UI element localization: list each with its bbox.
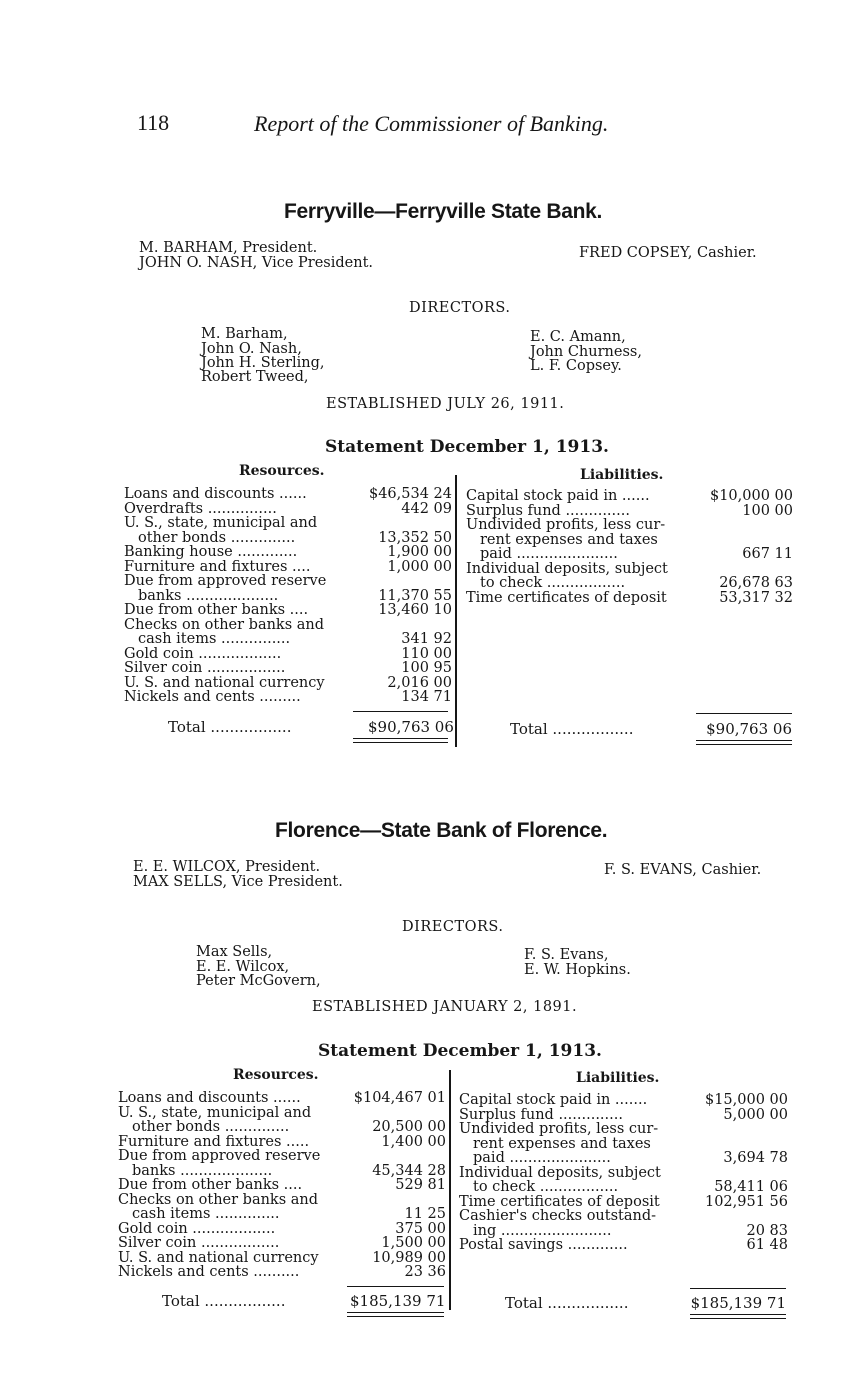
column-divider: [449, 1070, 451, 1310]
table-row: [124, 516, 452, 531]
total-rule: [690, 1288, 786, 1289]
row-label: Checks on other banks and: [118, 1191, 319, 1208]
row-amount: 10,989 00: [372, 1249, 446, 1266]
table-row: [124, 545, 452, 560]
row-label: U. S. and national currency: [118, 1249, 319, 1266]
row-label: ing ........................: [473, 1222, 612, 1239]
officer-president: M. BARHAM, President.: [139, 240, 318, 256]
row-label: Due from approved reserve: [118, 1148, 321, 1164]
table-row: [459, 1209, 788, 1224]
table-row: [124, 632, 452, 647]
double-rule: [690, 1314, 786, 1315]
liabilities-total: $90,763 06: [706, 720, 792, 738]
table-row: [459, 1180, 788, 1195]
row-label: Undivided profits, less cur-: [466, 517, 666, 533]
table-row: [459, 1093, 788, 1108]
statement-heading: Statement December 1, 1913.: [325, 437, 609, 457]
row-label: Cashier's checks outstand-: [459, 1208, 657, 1224]
resources-heading: Resources.: [233, 1067, 319, 1083]
row-label: rent expenses and taxes: [473, 1135, 651, 1152]
row-amount: 100 00: [742, 502, 793, 519]
row-amount: $15,000 00: [704, 1092, 788, 1108]
row-label: Due from other banks ....: [118, 1177, 303, 1193]
row-amount: 1,500 00: [381, 1235, 446, 1251]
row-amount: 134 71: [401, 689, 452, 705]
row-label: other bonds ..............: [138, 529, 296, 546]
bank-title: Ferryville—Ferryville State Bank.: [284, 200, 603, 223]
table-row: [118, 1120, 446, 1135]
directors-heading: DIRECTORS.: [409, 300, 511, 316]
director-name: E. C. Amann,: [530, 329, 626, 345]
officer-cashier: FRED COPSEY, Cashier.: [579, 245, 757, 261]
row-label: cash items ...............: [138, 631, 291, 647]
row-amount: 11,370 55: [378, 587, 452, 604]
row-label: banks ....................: [138, 587, 279, 604]
resources-heading: Resources.: [239, 463, 325, 479]
table-row: [118, 1265, 446, 1280]
row-label: Checks on other banks and: [124, 616, 325, 633]
row-label: Time certificates of deposit: [459, 1193, 660, 1210]
double-rule: [690, 1318, 786, 1319]
double-rule: [353, 742, 448, 743]
director-name: M. Barham,: [201, 326, 288, 342]
director-name: Peter McGovern,: [196, 973, 321, 989]
row-label: rent expenses and taxes: [480, 531, 658, 548]
row-label: Postal savings .............: [459, 1237, 628, 1253]
resources-total-label: Total .................: [162, 1292, 286, 1310]
row-amount: 529 81: [395, 1177, 446, 1193]
row-amount: 5,000 00: [723, 1106, 788, 1123]
table-row: [466, 518, 793, 533]
row-label: Capital stock paid in ......: [466, 488, 650, 504]
resources-total: $185,139 71: [350, 1292, 446, 1310]
row-label: paid ......................: [473, 1150, 611, 1166]
table-row: [459, 1122, 788, 1137]
row-label: Loans and discounts ......: [118, 1090, 301, 1106]
row-label: Due from other banks ....: [124, 602, 309, 618]
row-label: Loans and discounts ......: [124, 486, 307, 502]
bank-title: Florence—State Bank of Florence.: [275, 819, 608, 842]
row-amount: 110 00: [401, 645, 452, 662]
director-name: E. E. Wilcox,: [196, 959, 290, 975]
row-amount: 61 48: [746, 1237, 788, 1253]
row-label: Furniture and fixtures ....: [124, 558, 311, 575]
director-name: John H. Sterling,: [201, 355, 325, 371]
row-amount: 1,900 00: [387, 544, 452, 560]
officer-cashier: F. S. EVANS, Cashier.: [604, 862, 762, 878]
row-label: Overdrafts ...............: [124, 500, 277, 517]
table-row: [466, 489, 793, 504]
double-rule: [353, 738, 448, 739]
row-label: Nickels and cents .........: [124, 689, 301, 705]
directors-heading: DIRECTORS.: [402, 919, 504, 935]
liabilities-heading: Liabilities.: [576, 1070, 660, 1086]
liabilities-heading: Liabilities.: [580, 467, 664, 483]
table-row: [466, 547, 793, 562]
row-label: U. S., state, municipal and: [118, 1104, 312, 1121]
row-label: Individual deposits, subject: [459, 1164, 661, 1181]
row-amount: 100 95: [401, 660, 452, 676]
director-name: L. F. Copsey.: [530, 358, 622, 374]
director-name: Robert Tweed,: [201, 369, 309, 385]
row-amount: 375 00: [395, 1220, 446, 1237]
row-label: to check .................: [473, 1179, 619, 1195]
row-amount: $104,467 01: [353, 1090, 446, 1106]
total-rule: [353, 711, 448, 712]
table-row: [118, 1236, 446, 1251]
table-row: [124, 574, 452, 589]
row-amount: 442 09: [401, 500, 452, 517]
table-row: [118, 1207, 446, 1222]
director-name: John Churness,: [530, 344, 642, 360]
established-date: ESTABLISHED JULY 26, 1911.: [326, 396, 565, 412]
table-row: [124, 487, 452, 502]
table-row: [118, 1149, 446, 1164]
statement-heading: Statement December 1, 1913.: [318, 1041, 602, 1061]
table-row: [459, 1151, 788, 1166]
liabilities-total-label: Total .................: [510, 720, 634, 738]
row-label: Nickels and cents ..........: [118, 1264, 300, 1280]
table-row: [466, 591, 793, 606]
row-amount: 3,694 78: [723, 1150, 788, 1166]
row-amount: 667 11: [742, 546, 793, 562]
row-amount: 58,411 06: [714, 1179, 788, 1195]
row-amount: 53,317 32: [719, 589, 793, 606]
row-label: Gold coin ..................: [124, 645, 282, 662]
table-row: [124, 603, 452, 618]
row-label: Silver coin .................: [124, 660, 286, 676]
double-rule: [347, 1316, 444, 1317]
resources-total: $90,763 06: [368, 718, 454, 736]
row-amount: 20,500 00: [372, 1119, 446, 1135]
double-rule: [696, 744, 792, 745]
row-label: cash items ..............: [132, 1206, 280, 1222]
row-label: Time certificates of deposit: [466, 589, 667, 606]
row-label: Due from approved reserve: [124, 573, 327, 589]
row-label: Surplus fund ..............: [459, 1106, 623, 1123]
row-amount: $10,000 00: [709, 488, 793, 504]
table-row: [466, 576, 793, 591]
row-amount: 23 36: [404, 1264, 446, 1280]
row-label: Gold coin ..................: [118, 1220, 276, 1237]
officer-president: E. E. WILCOX, President.: [133, 859, 321, 875]
row-amount: 26,678 63: [719, 575, 793, 591]
running-title: Report of the Commissioner of Banking.: [254, 111, 609, 136]
row-amount: 341 92: [401, 631, 452, 647]
row-label: Surplus fund ..............: [466, 502, 630, 519]
director-name: E. W. Hopkins.: [524, 962, 631, 978]
row-label: Silver coin .................: [118, 1235, 280, 1251]
page-number: 118: [137, 110, 170, 135]
row-amount: 13,460 10: [378, 602, 452, 618]
row-amount: 1,400 00: [381, 1133, 446, 1150]
column-divider: [455, 475, 457, 747]
row-label: Individual deposits, subject: [466, 560, 668, 577]
row-label: U. S. and national currency: [124, 674, 325, 691]
director-name: Max Sells,: [196, 944, 273, 960]
row-amount: 11 25: [404, 1206, 446, 1222]
row-label: Undivided profits, less cur-: [459, 1121, 659, 1137]
resources-total-label: Total .................: [168, 718, 292, 736]
row-amount: 20 83: [746, 1222, 788, 1239]
row-amount: 45,344 28: [372, 1162, 446, 1179]
row-amount: 1,000 00: [387, 558, 452, 575]
officer-vice-president: JOHN O. NASH, Vice President.: [139, 255, 374, 271]
total-rule: [347, 1286, 444, 1287]
row-amount: 102,951 56: [704, 1193, 788, 1210]
double-rule: [696, 740, 792, 741]
row-label: to check .................: [480, 575, 626, 591]
row-amount: 13,352 50: [378, 529, 452, 546]
row-label: Capital stock paid in .......: [459, 1092, 648, 1108]
row-label: other bonds ..............: [132, 1119, 290, 1135]
liabilities-total: $185,139 71: [690, 1294, 786, 1312]
row-label: Banking house .............: [124, 544, 298, 560]
table-row: [118, 1091, 446, 1106]
table-row: [118, 1178, 446, 1193]
row-label: banks ....................: [132, 1162, 273, 1179]
table-row: [124, 690, 452, 705]
director-name: John O. Nash,: [201, 341, 302, 357]
liabilities-total-label: Total .................: [505, 1294, 629, 1312]
table-row: [124, 661, 452, 676]
row-amount: $46,534 24: [368, 486, 452, 502]
row-label: paid ......................: [480, 546, 618, 562]
row-label: Furniture and fixtures .....: [118, 1133, 310, 1150]
established-date: ESTABLISHED JANUARY 2, 1891.: [312, 999, 578, 1015]
director-name: F. S. Evans,: [524, 947, 609, 963]
double-rule: [347, 1312, 444, 1313]
table-row: [459, 1238, 788, 1253]
total-rule: [696, 713, 792, 714]
row-amount: 2,016 00: [387, 674, 452, 691]
officer-vice-president: MAX SELLS, Vice President.: [133, 874, 343, 890]
row-label: U. S., state, municipal and: [124, 515, 318, 531]
